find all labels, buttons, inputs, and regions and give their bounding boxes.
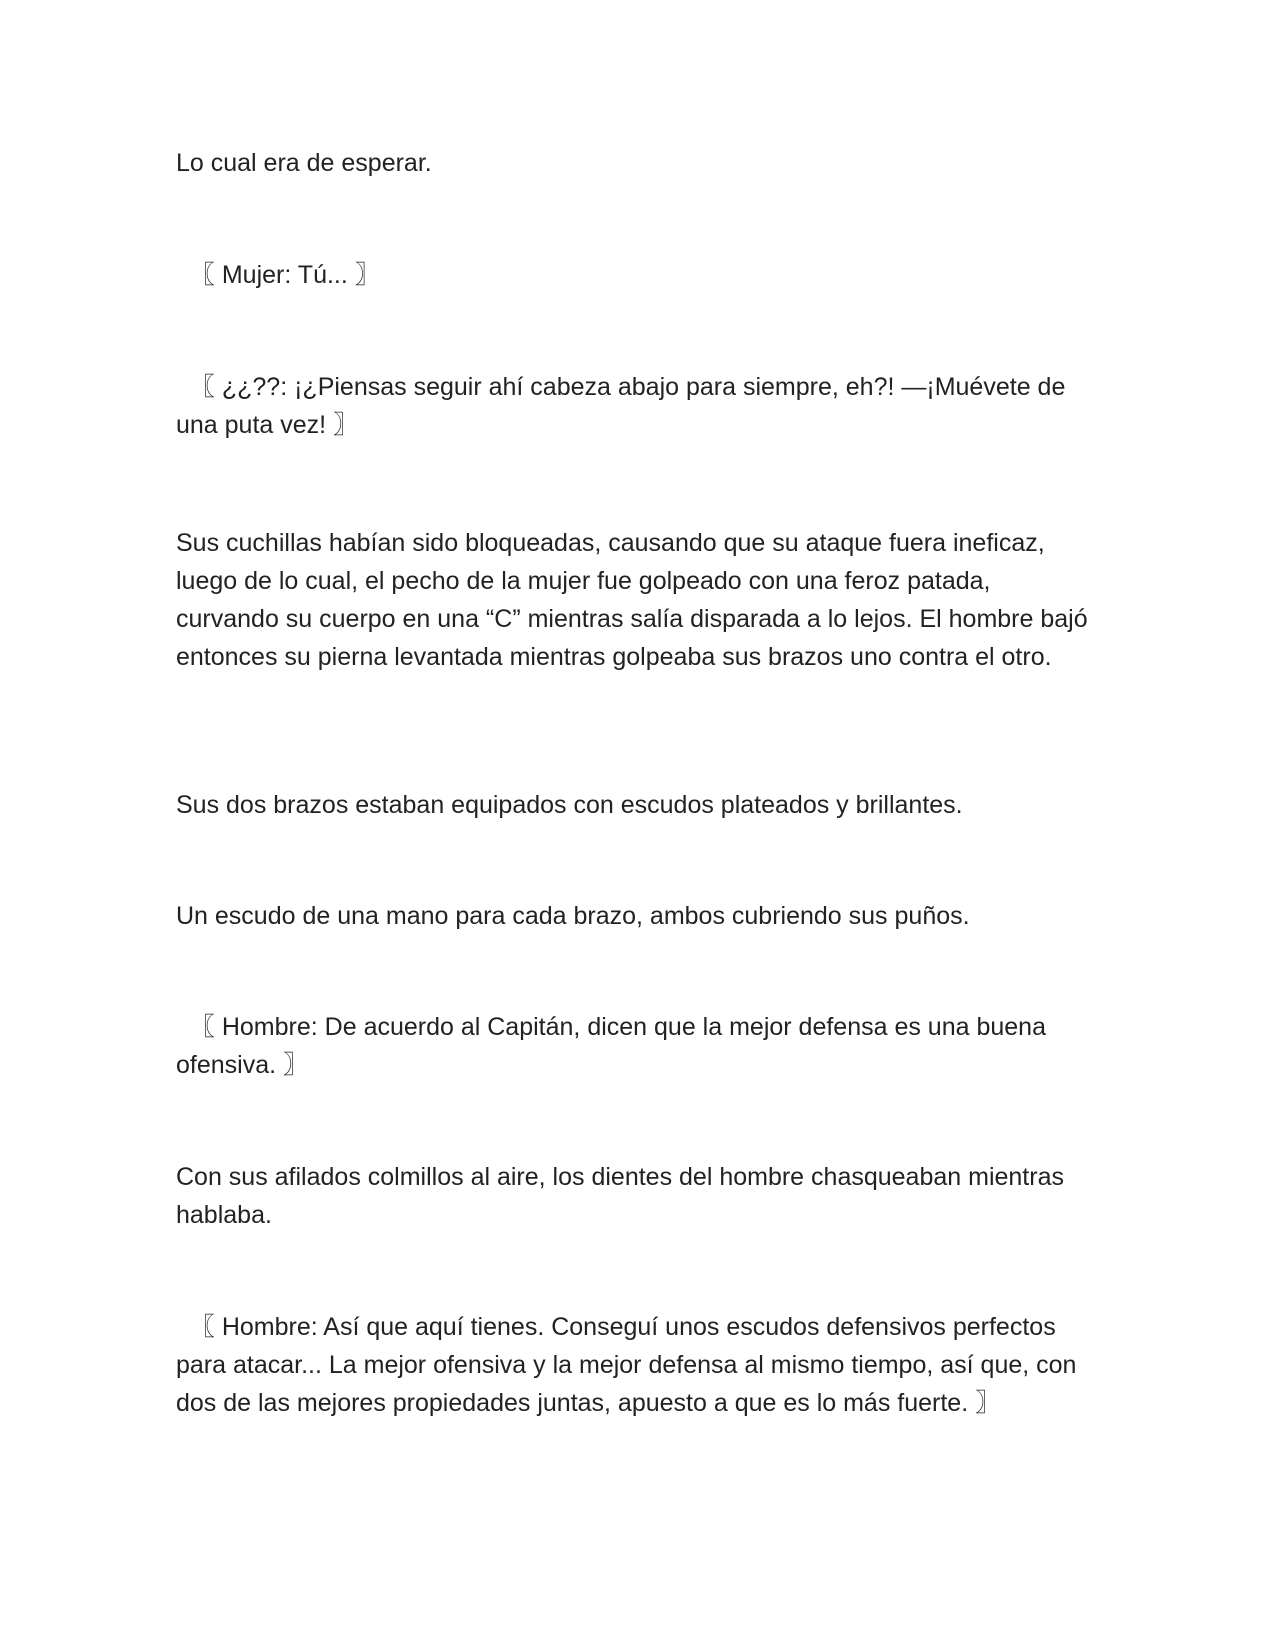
dialogue-line-4: 〖 Hombre: Así que aquí tienes. Conseguí unos escudos defensivos perfectos para atacar... La mejor ofensiva y la mejor defensa al mismo tiempo, así que, con dos de las mejores propiedades juntas, apuesto a que es lo más fuerte. 〗 [176,1313,1084,1417]
dialogue-line-2: 〖 ¿¿??: ¡¿Piensas seguir ahí cabeza abajo para siempre, eh?! —¡Muévete de una puta vez! 〗 [176,373,1073,439]
paragraph-1: Lo cual era de esperar. [176,149,432,177]
paragraph-3: Sus dos brazos estaban equipados con escudos plateados y brillantes. [176,791,963,819]
paragraph-4: Un escudo de una mano para cada brazo, ambos cubriendo sus puños. [176,902,970,930]
paragraph-2: Sus cuchillas habían sido bloqueadas, causando que su ataque fuera ineficaz, luego de lo cual, el pecho de la mujer fue golpeado con una feroz patada, curvando su cuerpo en una “C” mientras salía disparada a lo lejos. El hombre bajó entonces su pierna levantada mientras golpeaba sus brazos uno contra el otro. [176,529,1095,671]
paragraph-5: Con sus afilados colmillos al aire, los dientes del hombre chasqueaban mientras hablaba. [176,1163,1071,1229]
dialogue-line-1: 〖 Mujer: Tú... 〗 [176,261,380,289]
dialogue-line-3: 〖 Hombre: De acuerdo al Capitán, dicen que la mejor defensa es una buena ofensiva. 〗 [176,1013,1053,1079]
